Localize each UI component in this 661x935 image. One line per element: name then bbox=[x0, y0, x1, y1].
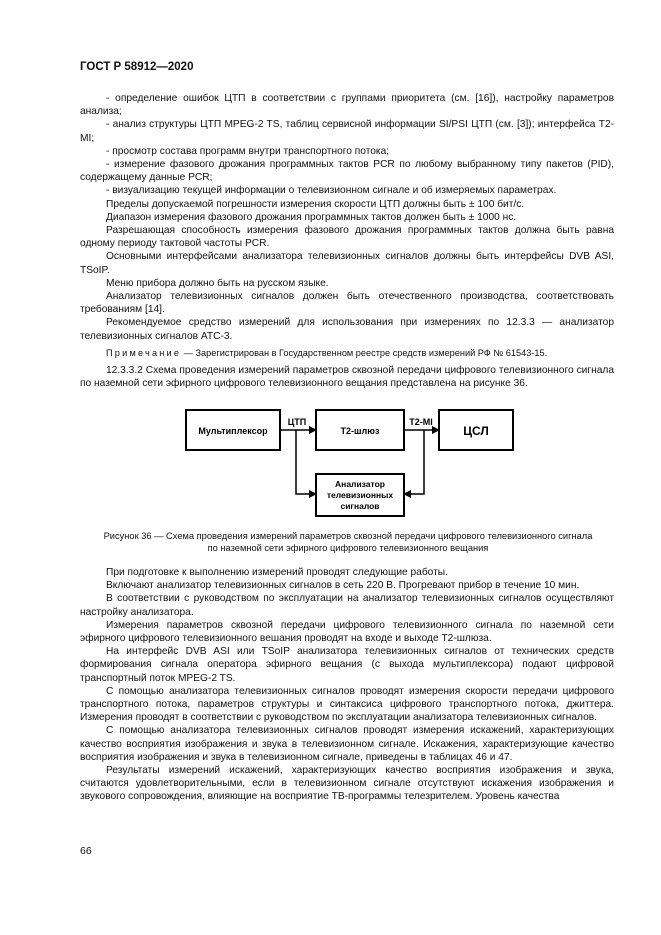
page-number: 66 bbox=[80, 845, 92, 857]
paragraph: С помощью анализатора телевизионных сигналов проводят измерения искажений, характеризующих качество восприятия изображения и звука в телевизионном сигнале. Искажения, характеризующие качество восприятия изображения и звука в телевизионном сигнале, приведены в таблицах 46 и 47. bbox=[80, 725, 614, 763]
multiplexer-label: Мультиплексор bbox=[198, 426, 268, 436]
analyzer-label-line2: телевизионных bbox=[326, 490, 394, 500]
paragraph: При подготовке к выполнению измерений проводят следующие работы. bbox=[106, 567, 448, 578]
document-header: ГОСТ Р 58912—2020 bbox=[80, 61, 194, 73]
figure-caption bbox=[70, 530, 626, 554]
note-label: Примечание bbox=[106, 347, 182, 358]
top-text-block bbox=[80, 92, 614, 390]
paragraph: Анализатор телевизионных сигналов должен быть отечественного производства, соответствовать требованиям [14]. bbox=[80, 291, 614, 316]
figure-caption-line2: по наземной сети эфирного цифрового телевизионного вещания bbox=[207, 543, 489, 553]
paragraph: Измерения параметров сквозной передачи цифрового телевизионного сигнала по наземной сети эфирного цифрового телевизионного вешания проводят на входе и выходе Т2-шлюза. bbox=[80, 619, 614, 645]
paragraph: Диапазон измерения фазового дрожания программных тактов должен быть ± 1000 нс. bbox=[106, 211, 517, 223]
paragraph: Основными интерфейсами анализатора телевизионных сигналов должны быть интерфейсы DVB ASI, TSoIP. bbox=[80, 251, 614, 276]
paragraph: Пределы допускаемой погрешности измерения скорости ЦТП должны быть ± 100 бит/с. bbox=[106, 198, 525, 210]
paragraph: Включают анализатор телевизионных сигналов в сеть 220 В. Прогревают прибор в течение 10 мин. bbox=[106, 580, 580, 592]
tap-t2mi-to-analyzer bbox=[404, 430, 424, 494]
bottom-text-block bbox=[80, 566, 614, 804]
t2mi-label: T2-MI bbox=[409, 417, 433, 427]
list-item: - просмотр состава программ внутри транспортного потока; bbox=[106, 145, 390, 157]
analyzer-label-line3: сигналов bbox=[340, 501, 380, 511]
paragraph: Разрешающая способность измерения фазового дрожания программных тактов должна быть равна одному периоду тактовой частоты PCR. bbox=[80, 225, 614, 250]
list-item: - измерение фазового дрожания программных тактов PCR по любому выбранному типу пакетов (PID), содержащему данные PCR; bbox=[80, 159, 614, 184]
analyzer-label-line1: Анализатор bbox=[335, 479, 385, 489]
t2-gateway-label: Т2-шлюз bbox=[340, 426, 380, 436]
paragraph: На интерфейс DVB ASI или TSoIP анализатора телевизионных сигналов от технических средств формирования сигнала оператора эфирного вещания (с выхода мультиплексора) подают цифровой транспортный поток MPEG-2 TS. bbox=[80, 646, 614, 684]
figure-caption-line1: Рисунок 36 — Схема проведения измерений параметров сквозной передачи цифрового телевизионного сигнала bbox=[103, 531, 593, 541]
paragraph: Результаты измерений искажений, характеризующих качество восприятия изображения и звука, считаются удовлетворительными, если в телевизионном сигнале отсутствуют искажения изображения и звукового сопровождения, влияющие на восприятие ТВ-программы телезрителем. Уровень качества bbox=[80, 765, 614, 803]
section-intro: 12.3.3.2 Схема проведения измерений параметров сквозной передачи цифрового телевизионного сигнала по наземной сети эфирного цифрового телевизионного вещания представлена на рисунке 36. bbox=[80, 365, 614, 390]
list-item: - анализ структуры ЦТП MPEG-2 TS, таблиц сервисной информации SI/PSI ЦТП (см. [3]); интерфейса T2-MI; bbox=[80, 119, 614, 144]
paragraph: С помощью анализатора телевизионных сигналов проводят измерения скорости передачи цифрового транспортного потока, параметров структуры и синтаксиса цифрового транспортного потока, джиттера. Измерения проводят в соответствии с руководством по эксплуатации анализатора телевизионных сигналов. bbox=[80, 685, 614, 724]
paragraph: В соответствии с руководством по эксплуатации на анализатор телевизионных сигналов осуществляют настройку анализатора. bbox=[80, 593, 614, 618]
list-item: - визуализацию текущей информации о телевизионном сигнале и об измеряемых параметрах. bbox=[106, 185, 557, 197]
tap-ctp-to-analyzer bbox=[296, 430, 316, 494]
paragraph: Меню прибора должно быть на русском языке. bbox=[106, 277, 329, 289]
ctp-label: ЦТП bbox=[287, 417, 307, 427]
note-text: — Зарегистрирован в Государственном реестре средств измерений РФ № 61543-15. bbox=[181, 347, 548, 358]
measurement-scheme-diagram bbox=[0, 400, 661, 522]
paragraph: Рекомендуемое средство измерений для использования при измерениях по 12.3.3 — анализатор телевизионных сигналов АТС-3. bbox=[80, 317, 614, 342]
csl-label: ЦСЛ bbox=[463, 424, 489, 438]
note bbox=[80, 347, 614, 360]
list-item: - определение ошибок ЦТП в соответствии с группами приоритета (см. [16]), настройку параметров анализа; bbox=[80, 93, 614, 118]
